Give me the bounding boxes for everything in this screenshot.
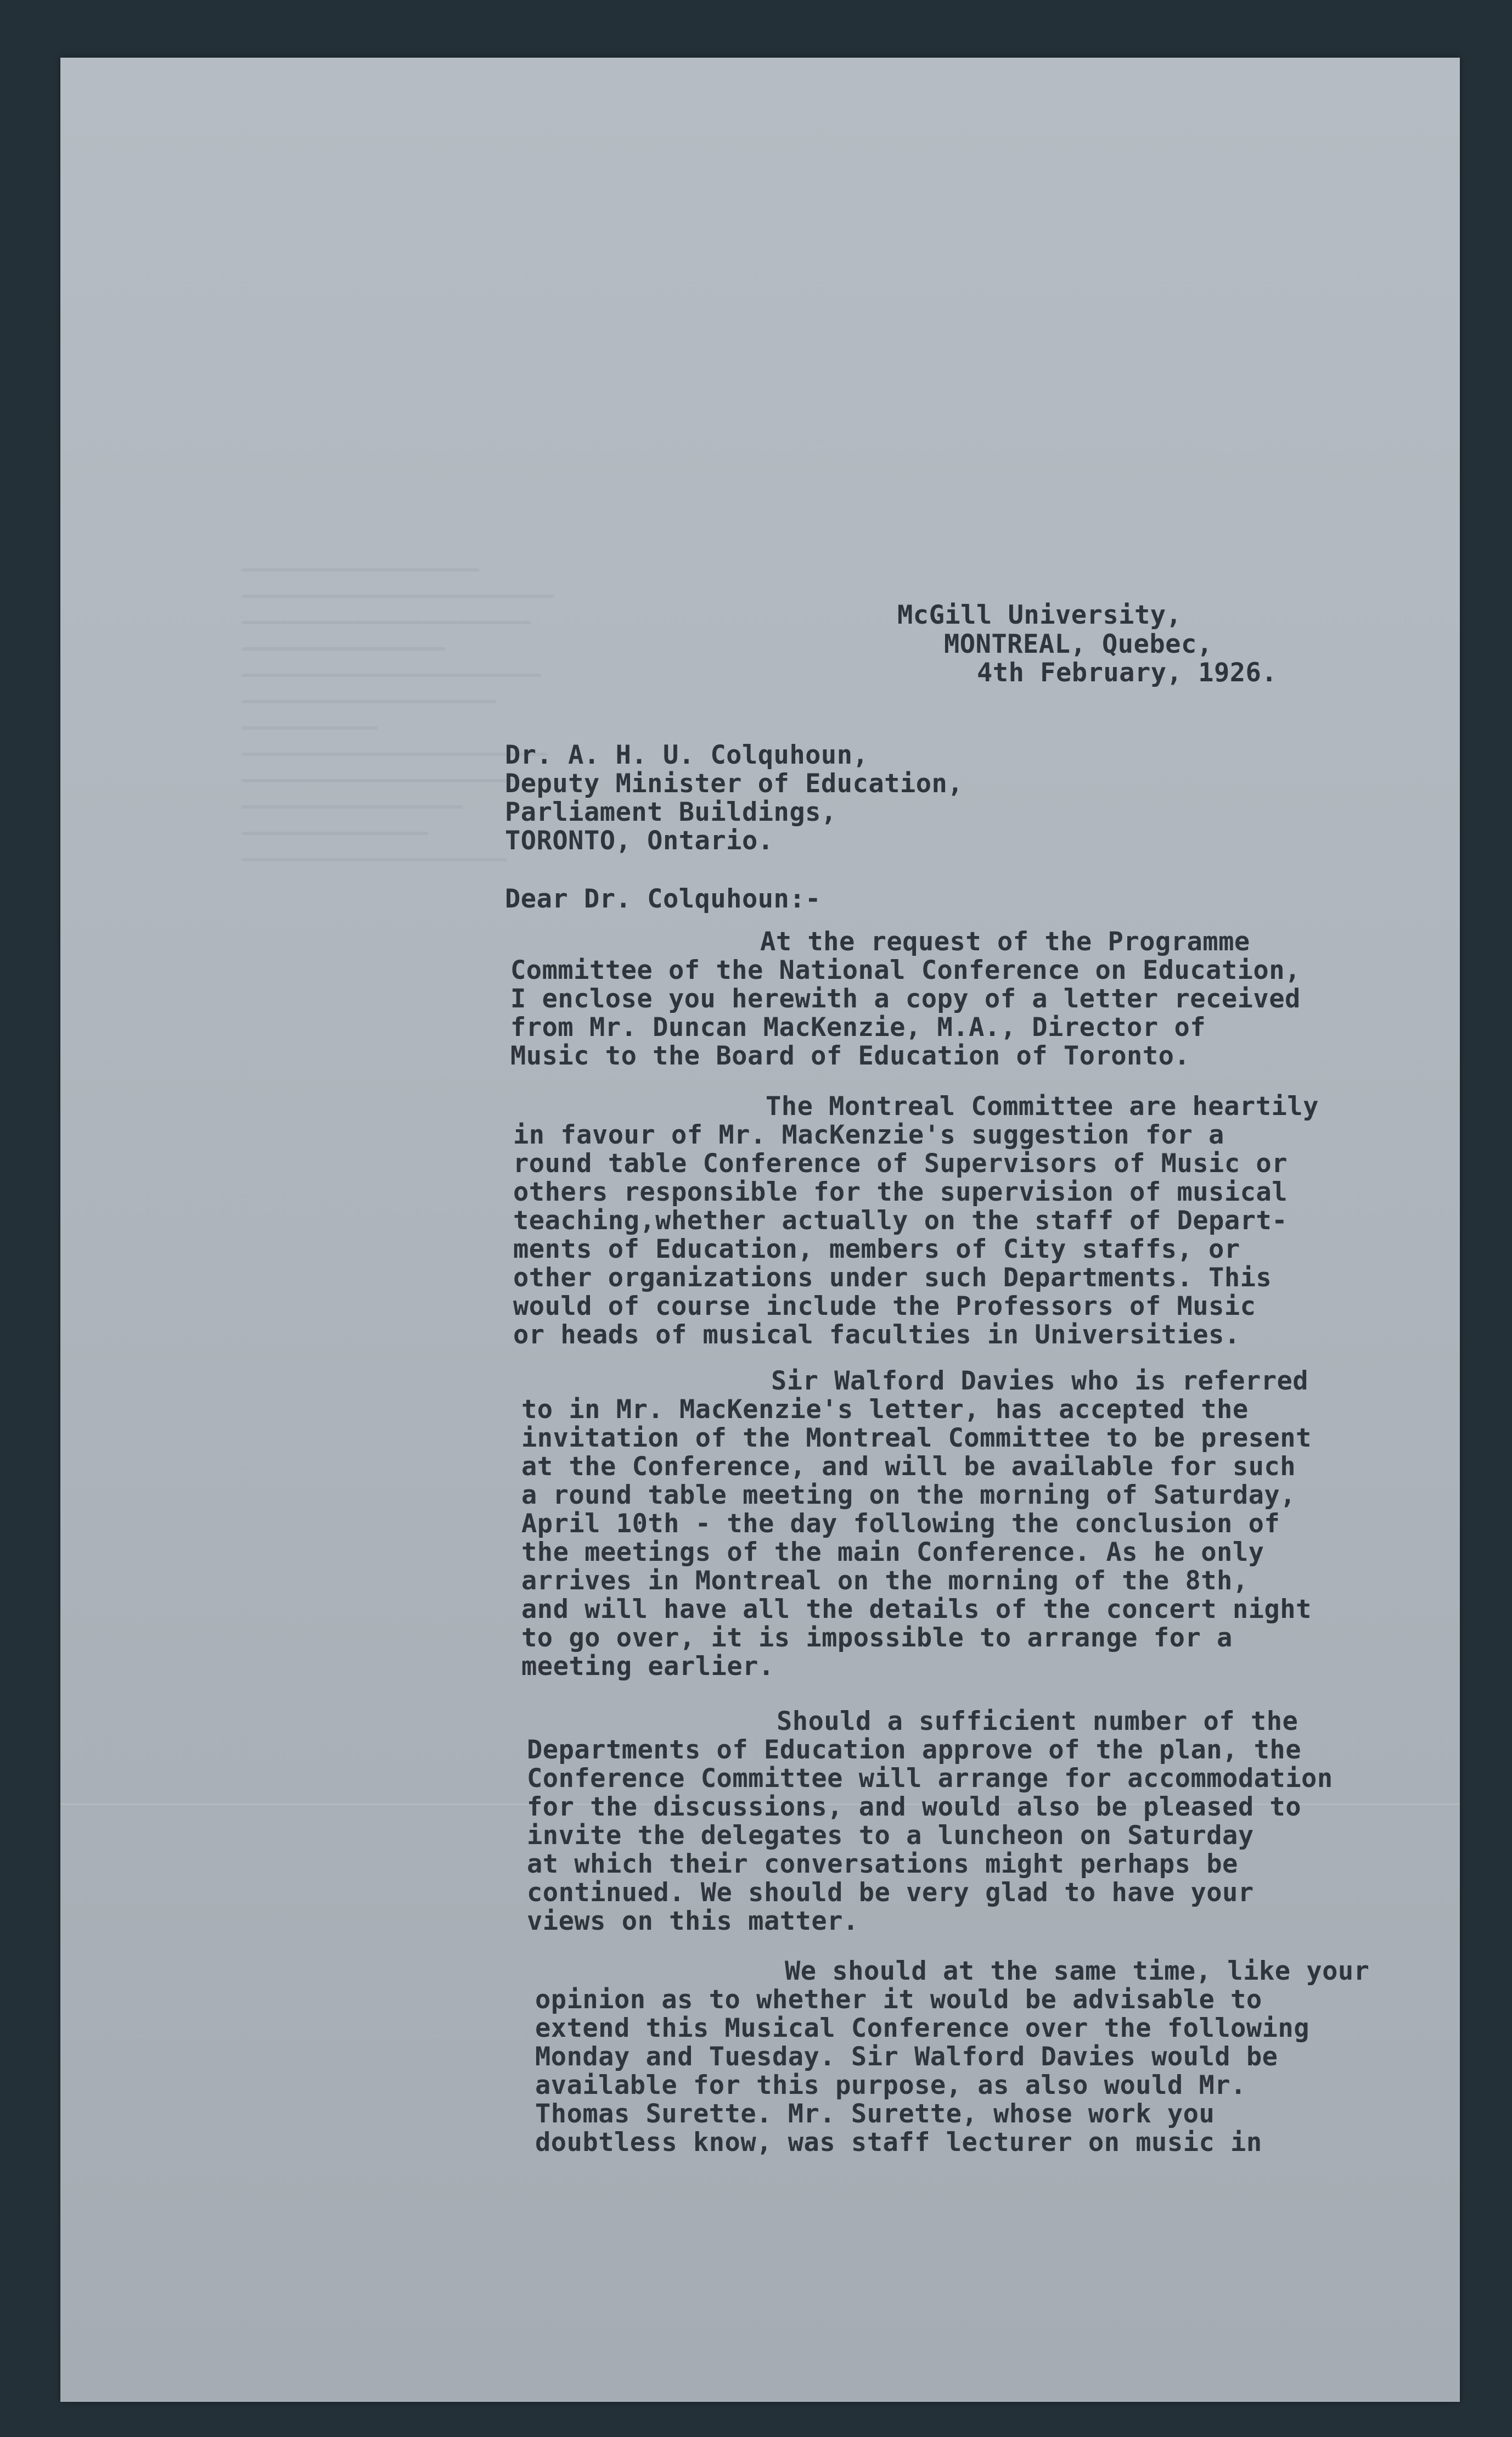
recipient-address: Parliament Buildings,	[505, 797, 837, 827]
paragraph-line: the meetings of the main Conference. As he only	[521, 1537, 1264, 1567]
recipient-name: Dr. A. H. U. Colquhoun,	[505, 740, 869, 770]
paragraph-line: Conference Committee will arrange for accommodation	[527, 1763, 1333, 1794]
paragraph-line: to in Mr. MacKenzie's letter, has accepted the	[521, 1394, 1249, 1425]
paragraph-line: would of course include the Professors of Music	[513, 1291, 1256, 1321]
paragraph-line: Committee of the National Conference on Education,	[510, 955, 1301, 985]
letter-date: 4th February, 1926.	[977, 658, 1278, 688]
paragraph-line: April 10th - the day following the conclusion of	[521, 1509, 1280, 1539]
paragraph-line: We should at the same time, like your	[785, 1956, 1370, 1986]
paragraph-line: at which their conversations might perhaps be	[527, 1849, 1238, 1879]
paragraph-line: from Mr. Duncan MacKenzie, M.A., Director of	[510, 1012, 1206, 1043]
paragraph-line: others responsible for the supervision of musical	[513, 1177, 1288, 1207]
paragraph-line: teaching,whether actually on the staff of Depart-	[513, 1206, 1288, 1236]
paragraph-line: views on this matter.	[527, 1906, 859, 1936]
paragraph-line: opinion as to whether it would be advisable to	[535, 1985, 1262, 2015]
paragraph-line: meeting earlier.	[521, 1651, 774, 1682]
paragraph-line: continued. We should be very glad to have your	[527, 1878, 1254, 1908]
paragraph-line: I enclose you herewith a copy of a letter received	[510, 984, 1301, 1014]
paragraph-line: ments of Education, members of City staffs, or	[513, 1234, 1240, 1264]
paragraph-line: extend this Musical Conference over the following	[535, 2013, 1310, 2043]
paragraph-line: invite the delegates to a luncheon on Saturday	[527, 1820, 1254, 1851]
paragraph-line: The Montreal Committee are heartily	[766, 1091, 1319, 1122]
paragraph-line: at the Conference, and will be available for such	[521, 1452, 1296, 1482]
paragraph-line: in favour of Mr. MacKenzie's suggestion for a	[513, 1120, 1224, 1150]
paragraph-line: Departments of Education approve of the plan, the	[527, 1735, 1302, 1765]
paragraph-line: for the discussions, and would also be pleased to	[527, 1792, 1302, 1822]
paragraph-line: Should a sufficient number of the	[777, 1706, 1299, 1736]
sender-institution: McGill University,	[897, 600, 1182, 630]
recipient-city: TORONTO, Ontario.	[505, 826, 774, 856]
paragraph-line: arrives in Montreal on the morning of the 8th,	[521, 1566, 1249, 1596]
paragraph-line: At the request of the Programme	[760, 927, 1250, 957]
recipient-title: Deputy Minister of Education,	[505, 769, 964, 799]
paragraph-line: invitation of the Montreal Committee to be present	[521, 1423, 1312, 1453]
paragraph-line: doubtless know, was staff lecturer on music in	[535, 2127, 1262, 2158]
paragraph-line: other organizations under such Departments. This	[513, 1263, 1272, 1293]
salutation: Dear Dr. Colquhoun:-	[505, 884, 821, 914]
paragraph-line: a round table meeting on the morning of Saturday,	[521, 1480, 1296, 1510]
paragraph-line: Thomas Surette. Mr. Surette, whose work you	[535, 2099, 1215, 2129]
paragraph-line: Monday and Tuesday. Sir Walford Davies would be	[535, 2042, 1278, 2072]
paragraph-line: Sir Walford Davies who is referred	[771, 1366, 1309, 1396]
paragraph-line: to go over, it is impossible to arrange for a	[521, 1623, 1233, 1653]
paragraph-line: and will have all the details of the concert night	[521, 1594, 1312, 1624]
paragraph-line: round table Conference of Supervisors of Music or	[513, 1149, 1288, 1179]
paragraph-line: or heads of musical faculties in Universities.	[513, 1320, 1240, 1350]
paragraph-line: available for this purpose, as also would Mr.	[535, 2070, 1246, 2100]
paragraph-line: Music to the Board of Education of Toronto.	[510, 1041, 1190, 1071]
sender-city: MONTREAL, Quebec,	[944, 629, 1213, 659]
